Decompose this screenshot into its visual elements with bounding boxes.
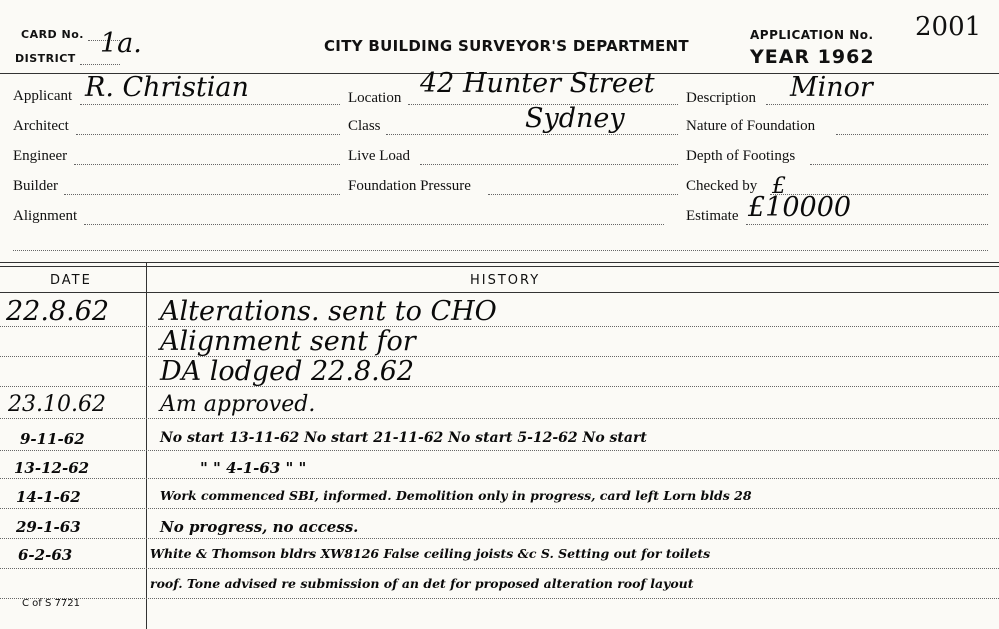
- estimate-label: Estimate: [686, 208, 739, 224]
- application-no-label: APPLICATION No.: [750, 28, 874, 42]
- card-no-label: CARD No.: [21, 28, 84, 41]
- history-row-text: DA lodged 22.8.62: [160, 356, 415, 387]
- history-row-text: Am approved.: [160, 392, 316, 417]
- history-row-date: 6-2-63: [18, 546, 73, 564]
- row-rule: [0, 478, 999, 479]
- live-load-label: Live Load: [348, 148, 411, 164]
- history-row-date: 13-12-62: [14, 459, 90, 477]
- alignment-line-2: [13, 250, 988, 251]
- year-label: YEAR 1962: [750, 46, 875, 68]
- architect-line: [76, 134, 340, 135]
- history-column-divider: [146, 262, 147, 629]
- description-value: Minor: [790, 72, 873, 103]
- application-no-value: 2001: [915, 12, 982, 42]
- engineer-line: [74, 164, 340, 165]
- row-rule: [0, 508, 999, 509]
- row-rule: [0, 386, 999, 387]
- foundation-pressure-line: [488, 194, 678, 195]
- engineer-label: Engineer: [13, 148, 68, 164]
- description-line: [766, 104, 988, 105]
- checked-by-value: £: [772, 174, 786, 199]
- district-line: [80, 64, 120, 65]
- history-row-date: 14-1-62: [16, 488, 81, 506]
- class-label: Class: [348, 118, 381, 134]
- history-row-text: " " 4-1-63 " ": [200, 459, 307, 477]
- row-rule: [0, 356, 999, 357]
- department-title: CITY BUILDING SURVEYOR'S DEPARTMENT: [324, 37, 689, 55]
- history-row-text: No start 13-11-62 No start 21-11-62 No start 5-12-62 No start: [160, 430, 647, 446]
- checked-by-label: Checked by: [686, 178, 758, 194]
- form-code: C of S 7721: [22, 598, 80, 609]
- applicant-label: Applicant: [13, 88, 73, 104]
- row-rule: [0, 326, 999, 327]
- district-label: DISTRICT: [15, 52, 76, 65]
- class-line: [386, 134, 678, 135]
- location-label: Location: [348, 90, 402, 106]
- nature-of-foundation-label: Nature of Foundation: [686, 118, 816, 134]
- row-rule: [0, 418, 999, 419]
- estimate-value: £10000: [748, 192, 852, 223]
- depth-of-footings-label: Depth of Footings: [686, 148, 796, 164]
- history-row-date: 23.10.62: [8, 392, 106, 417]
- alignment-label: Alignment: [13, 208, 78, 224]
- applicant-value: R. Christian: [85, 72, 249, 103]
- history-top-rule: [0, 262, 999, 263]
- location-value-street: 42 Hunter Street: [420, 68, 655, 99]
- history-row-text: roof. Tone advised re submission of an det for proposed alteration roof layout: [150, 576, 694, 591]
- depth-of-footings-line: [810, 164, 988, 165]
- history-row-date: 22.8.62: [6, 296, 110, 327]
- history-row-text: White & Thomson bldrs XW8126 False ceiling joists &c S. Setting out for toilets: [150, 546, 711, 561]
- location-value-city: Sydney: [525, 103, 625, 134]
- district-value: 1a.: [100, 28, 142, 59]
- architect-label: Architect: [13, 118, 69, 134]
- history-row-text: Work commenced SBI, informed. Demolition only in progress, card left Lorn blds 28: [160, 488, 752, 503]
- builder-line: [64, 194, 340, 195]
- estimate-line: [746, 224, 988, 225]
- history-row-date: 9-11-62: [20, 430, 85, 448]
- row-rule: [0, 568, 999, 569]
- history-row-text: No progress, no access.: [160, 518, 359, 536]
- history-row-text: Alignment sent for: [160, 326, 416, 357]
- history-row-date: 29-1-63: [16, 518, 81, 536]
- row-rule: [0, 598, 999, 599]
- description-label: Description: [686, 90, 756, 106]
- foundation-pressure-label: Foundation Pressure: [348, 178, 471, 194]
- history-row-text: Alterations. sent to CHO: [160, 296, 497, 327]
- date-column-header: DATE: [50, 273, 92, 288]
- history-column-header: HISTORY: [470, 273, 541, 288]
- alignment-line: [84, 224, 664, 225]
- row-rule: [0, 450, 999, 451]
- live-load-line: [420, 164, 678, 165]
- history-top-rule-2: [0, 266, 999, 267]
- nature-of-foundation-line: [836, 134, 988, 135]
- row-rule: [0, 538, 999, 539]
- history-header-rule: [0, 292, 999, 293]
- applicant-line: [80, 104, 340, 105]
- builder-label: Builder: [13, 178, 58, 194]
